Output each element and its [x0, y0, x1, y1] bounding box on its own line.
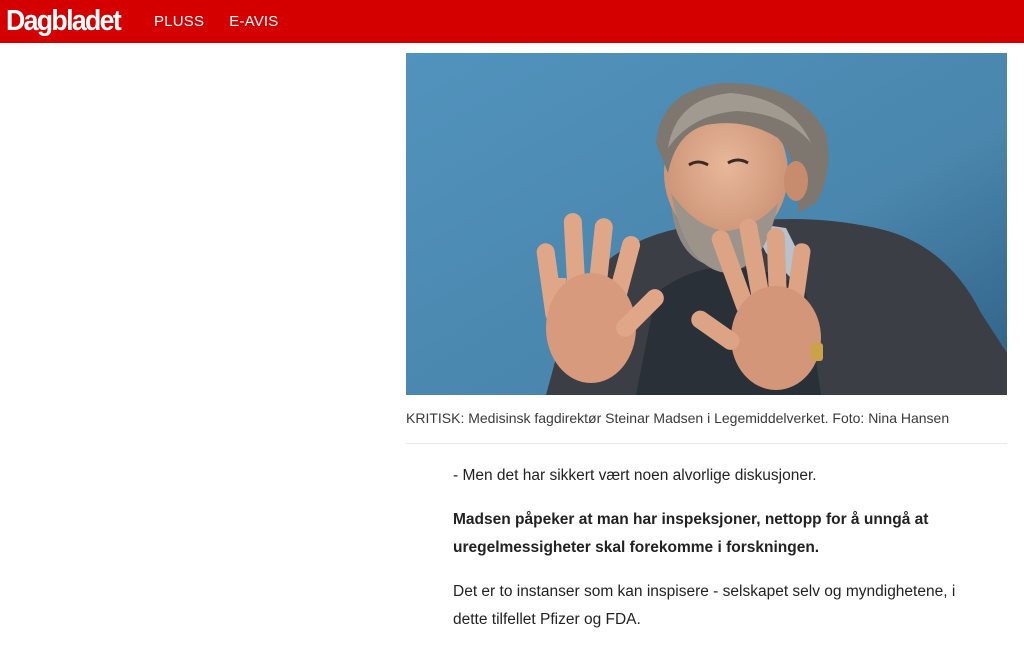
- top-navigation-bar: [0, 0, 1024, 43]
- article-paragraph: - Men det har sikkert vært noen alvorlige diskusjoner.: [453, 467, 817, 484]
- article-body: [453, 462, 973, 650]
- article-photo: [406, 53, 1007, 395]
- nav-link-pluss[interactable]: PLUSS: [154, 13, 205, 30]
- article-paragraph-bold: Madsen påpeker at man har inspeksjoner, nettopp for å unngå at uregelmessigheter skal forekomme i forskningen.: [453, 511, 929, 556]
- caption-divider: [406, 443, 1007, 444]
- article-photo-illustration: [406, 53, 1007, 395]
- nav-link-e-avis[interactable]: E-AVIS: [229, 13, 279, 30]
- main-nav: [142, 13, 291, 30]
- article-paragraph: Det er to instanser som kan inspisere - selskapet selv og myndighetene, i dette tilfellet Pfizer og FDA.: [453, 583, 956, 628]
- image-caption: KRITISK: Medisinsk fagdirektør Steinar Madsen i Legemiddelverket. Foto: Nina Hansen: [406, 410, 950, 426]
- site-logo[interactable]: Dagbladet: [6, 5, 121, 37]
